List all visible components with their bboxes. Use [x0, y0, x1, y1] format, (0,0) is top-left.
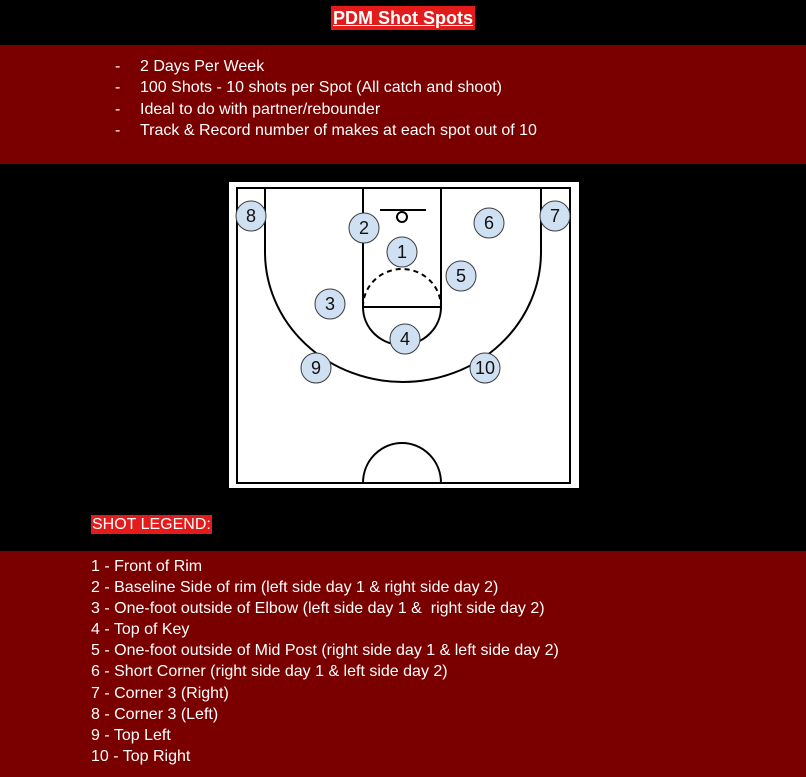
instruction-text: Ideal to do with partner/rebounder	[140, 100, 381, 118]
instruction-item	[115, 77, 537, 98]
shot-spot-1	[387, 237, 417, 267]
instruction-text: 100 Shots - 10 shots per Spot (All catch and shoot)	[140, 79, 502, 97]
bullet-dash: -	[115, 121, 121, 139]
legend-item: 3 - One-foot outside of Elbow (left side day 1 & right side day 2)	[91, 600, 545, 618]
instruction-item	[115, 120, 537, 141]
svg-text:2: 2	[358, 218, 370, 238]
half-court-svg	[229, 182, 579, 488]
legend-item: 1 - Front of Rim	[91, 558, 203, 575]
court-diagram	[229, 182, 579, 488]
bullet-dash: -	[115, 58, 121, 75]
shot-spot-4	[390, 324, 420, 354]
instructions-list	[115, 56, 537, 141]
shot-spot-5	[446, 261, 476, 291]
instruction-text: 2 Days Per Week	[140, 58, 265, 75]
legend-item: 5 - One-foot outside of Mid Post (right side day 1 & left side day 2)	[91, 642, 559, 660]
legend-item: 8 - Corner 3 (Left)	[91, 705, 219, 723]
legend-panel	[0, 551, 806, 777]
svg-text:9: 9	[310, 358, 322, 378]
svg-text:10: 10	[474, 358, 496, 378]
shot-spot-8	[236, 201, 266, 231]
rim	[397, 212, 407, 222]
shot-spot-2	[349, 213, 379, 243]
title-bar	[0, 6, 806, 30]
shot-spot-10	[470, 353, 500, 383]
shot-spot-9	[301, 353, 331, 383]
legend-item: 7 - Corner 3 (Right)	[91, 684, 229, 702]
shot-spot-3	[315, 289, 345, 319]
legend-heading: SHOT LEGEND:	[92, 516, 211, 533]
bullet-dash: -	[115, 79, 121, 97]
instruction-text: Track & Record number of makes at each spot out of 10	[140, 121, 537, 139]
svg-text:6: 6	[483, 213, 495, 233]
svg-text:5: 5	[455, 266, 467, 286]
svg-text:1: 1	[396, 242, 408, 262]
legend-item: 6 - Short Corner (right side day 1 & left side day 2)	[91, 663, 448, 681]
legend-item: 4 - Top of Key	[91, 621, 190, 639]
page-title: PDM Shot Spots	[333, 8, 473, 28]
instruction-item	[115, 99, 537, 120]
svg-text:4: 4	[399, 329, 411, 349]
svg-text:3: 3	[324, 294, 336, 314]
legend-item: 10 - Top Right	[91, 747, 191, 765]
shot-spot-6	[474, 208, 504, 238]
svg-text:7: 7	[549, 206, 561, 226]
instructions-panel	[0, 45, 806, 164]
instruction-item	[115, 56, 537, 77]
shot-spot-7	[540, 201, 570, 231]
svg-text:8: 8	[245, 206, 257, 226]
legend-item: 2 - Baseline Side of rim (left side day 1 & right side day 2)	[91, 579, 499, 597]
legend-item: 9 - Top Left	[91, 726, 171, 744]
legend-list	[91, 556, 559, 767]
bullet-dash: -	[115, 100, 121, 118]
